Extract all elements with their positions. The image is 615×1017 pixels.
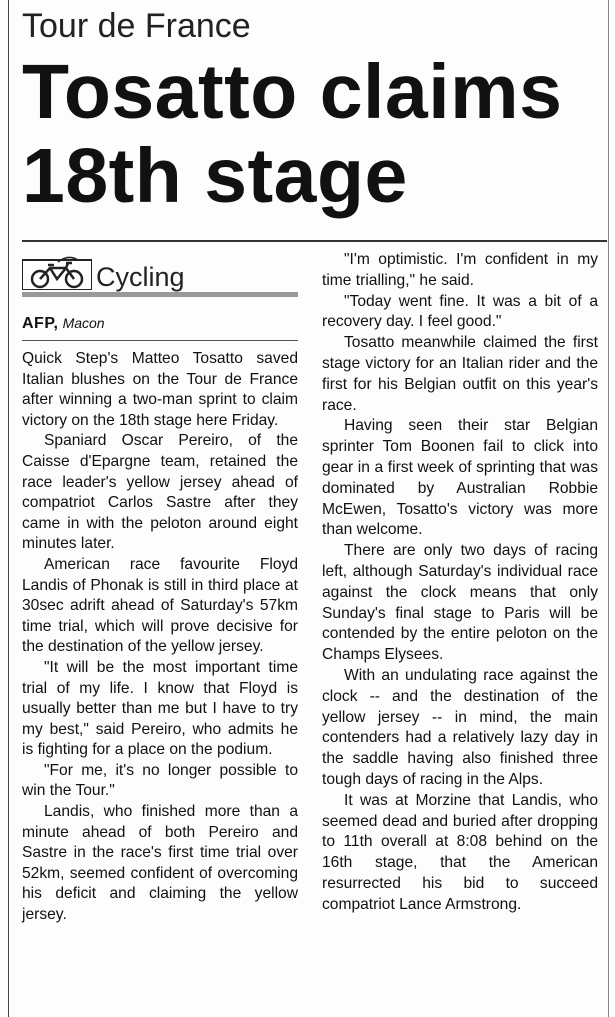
paragraph: Tosatto meanwhile claimed the first stage victory for an Italian rider and the first for his Belgian outfit on this year's race. (322, 334, 598, 414)
paragraph: "I'm optimistic. I'm confident in my time trialling," he said. (322, 251, 598, 289)
section-header (22, 252, 298, 297)
paragraph: It was at Morzine that Landis, who seemed dead and buried after dropping to 11th overall at 8:08 behind on the 16th stage, that the American resurrected his bid to succeed compatriot Lance Armstrong. (322, 791, 598, 913)
headline: Tosatto claims 18th stage (22, 49, 563, 219)
paragraph: Landis, who finished more than a minute ahead of both Pereiro and Sastre in the race's first time trial over 52km, seemed confident of overcoming his deficit and claiming the yellow jersey. (22, 803, 298, 924)
headline-rule (22, 240, 607, 242)
paragraph: There are only two days of racing left, although Saturday's individual race against the clock means that only Sunday's final stage to Paris will be contended by the entire peloton on the Champs Elysees. (322, 542, 598, 664)
paragraph: Quick Step's Matteo Tosatto saved Italian blushes on the Tour de France after winning a two-man sprint to claim victory on the 18th stage here Friday. (22, 350, 298, 429)
section-label: Cycling (96, 262, 185, 292)
byline-agency: AFP, (22, 315, 59, 332)
byline (22, 313, 298, 334)
paragraph: "For me, it's no longer possible to win the Tour." (22, 761, 298, 800)
paragraph: "Today went fine. It was a bit of a recovery day. I feel good." (322, 292, 598, 331)
paragraph: With an undulating race against the clock -- and the destination of the yellow jersey -- in mind, the main contenders had a relatively lazy day in the saddle having also finished three tough days of racing in the Alps. (322, 666, 598, 788)
byline-dateline: Macon (62, 315, 105, 331)
page-edge-right (608, 0, 609, 1017)
column-1 (22, 252, 298, 926)
paragraph: Spaniard Oscar Pereiro, of the Caisse d'Epargne team, retained the race leader's yellow jersey ahead of compatriot Carlos Sastre after they came in with the peloton around eight minutes later. (22, 432, 298, 553)
page-edge-left (8, 0, 9, 1017)
kicker: Tour de France (22, 7, 251, 45)
byline-rule (22, 340, 298, 341)
paragraph: American race favourite Floyd Landis of Phonak is still in third place at 30sec adrift ahead of Saturday's 57km time trial, which will prove decisive for the destination of the yellow jersey. (22, 555, 298, 656)
bicycle-icon (22, 256, 92, 290)
paragraph: Having seen their star Belgian sprinter Tom Boonen fail to click into gear in a first week of sprinting that was dominated by Australian Robbie McEwen, Tosatto's victory was more than welcome. (322, 417, 598, 539)
paragraph: "It will be the most important time trial of my life. I know that Floyd is usually better than me but I have to try my best," said Pereiro, who admits he is fighting for a place on the podium. (22, 658, 298, 759)
column-2 (322, 250, 598, 916)
